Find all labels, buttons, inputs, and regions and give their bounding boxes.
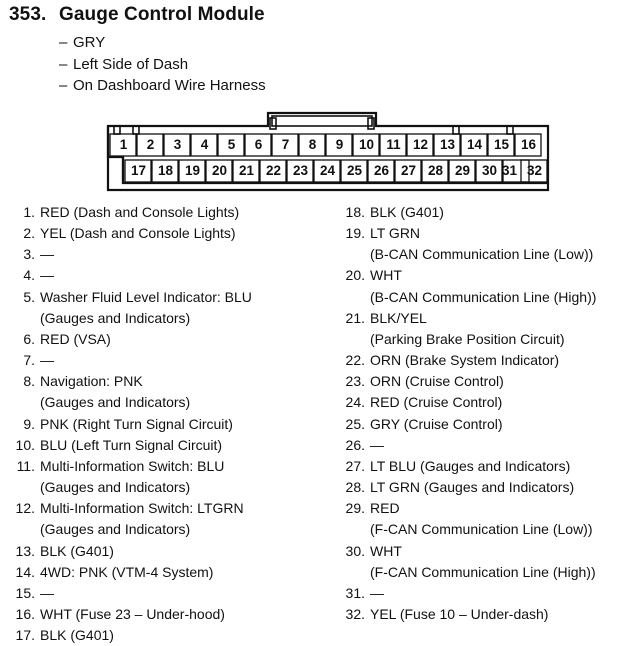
pin-description-line: ORN (Cruise Control) (370, 373, 504, 390)
pin-description (370, 371, 504, 392)
pin-number: 13. (15, 542, 35, 559)
pin-entry (10, 329, 252, 350)
detail-location: Left Side of Dash (73, 55, 189, 73)
pin-description-line: WHT (370, 267, 402, 284)
pin-description-line: — (40, 246, 54, 263)
pin-description (370, 202, 444, 223)
pin-description (370, 477, 574, 498)
pin-list-right (337, 202, 596, 625)
pin-description (40, 414, 233, 435)
detail-color: GRY (73, 34, 106, 51)
pin-number: 3. (23, 246, 35, 263)
pin-number: 11. (16, 457, 35, 474)
pin-number: 1. (23, 204, 35, 220)
pin-description (370, 604, 548, 625)
pin-number: 19. (345, 225, 365, 242)
pin-description-line: (B-CAN Communication Line (Low)) (370, 246, 594, 263)
pin-18: 18 (157, 163, 174, 178)
pin-entry (10, 541, 252, 562)
pin-number: 26. (345, 436, 365, 453)
pin-entry (10, 223, 252, 244)
pin-entry (337, 223, 596, 265)
pin-description (370, 308, 565, 350)
pin-description (40, 265, 54, 286)
pin-28: 28 (427, 163, 444, 178)
pin-number: 22. (345, 352, 365, 369)
pin-number: 9. (23, 415, 35, 432)
pin-description-line: (Gauges and Indicators) (40, 521, 191, 538)
pin-description (40, 562, 213, 583)
pin-number: 2. (23, 225, 35, 242)
pin-number: 29. (345, 500, 365, 517)
pin-entry (10, 604, 252, 625)
pin-number: 8. (23, 373, 35, 390)
pin-31: 31 (501, 163, 518, 178)
pin-number: 30. (345, 542, 365, 559)
detail-dash: – (59, 55, 68, 73)
pin-description-line: (B-CAN Communication Line (High)) (370, 288, 597, 305)
pin-entry (337, 541, 596, 583)
pin-30: 30 (481, 163, 498, 178)
pin-number: 21. (345, 309, 365, 326)
pin-number: 16. (15, 605, 35, 622)
pin-description-line: — (40, 352, 54, 369)
pin-description-line: RED (VSA) (40, 330, 111, 347)
pin-description-line: BLU (Left Turn Signal Circuit) (40, 436, 223, 453)
pin-entry (10, 202, 252, 223)
pin-23: 23 (292, 163, 309, 178)
pin-description (40, 223, 236, 244)
pin-description-line: Washer Fluid Level Indicator: BLU (40, 288, 252, 305)
pin-24: 24 (319, 163, 336, 178)
pin-22: 22 (265, 163, 282, 178)
pin-entry (10, 265, 252, 286)
pin-description (40, 604, 225, 625)
pin-number: 12. (15, 500, 35, 517)
pin-description (40, 329, 111, 350)
pin-entry (337, 435, 596, 456)
pin-entry (337, 308, 596, 350)
pin-description-line: (Gauges and Indicators) (40, 309, 191, 326)
pin-description-line: Multi-Information Switch: BLU (40, 457, 225, 474)
pin-4: 4 (200, 137, 209, 152)
pin-description (40, 202, 239, 223)
pin-description-line: (Gauges and Indicators) (40, 479, 191, 496)
pin-32: 32 (526, 163, 543, 178)
pin-entry (337, 583, 596, 604)
pin-entry (10, 562, 252, 583)
pin-number: 7. (23, 352, 35, 369)
pin-description-line: PNK (Right Turn Signal Circuit) (40, 415, 233, 432)
pin-entry (337, 371, 596, 392)
pin-description-line: ORN (Brake System Indicator) (370, 352, 560, 369)
pin-6: 6 (254, 137, 263, 152)
pin-description-line: GRY (Cruise Control) (370, 415, 503, 432)
pin-number: 24. (345, 394, 365, 411)
pin-description-line: LT GRN (Gauges and Indicators) (370, 479, 575, 496)
pin-description (370, 265, 596, 307)
pin-description (370, 392, 502, 413)
detail-dash: – (59, 77, 68, 94)
pin-number: 27. (345, 457, 365, 474)
pin-description-line: BLK (G401) (40, 542, 114, 559)
title-text: Gauge Control Module (59, 4, 265, 25)
pin-entry (10, 287, 252, 329)
pin-number: 17. (15, 627, 35, 644)
pin-5: 5 (227, 137, 236, 152)
pin-description-line: Multi-Information Switch: LTGRN (40, 500, 244, 517)
pin-number: 32. (345, 605, 365, 622)
pin-number: 18. (345, 204, 365, 220)
pin-description-line: WHT (Fuse 23 – Under-hood) (40, 605, 225, 622)
pin-3: 3 (173, 137, 182, 152)
pin-21: 21 (238, 163, 255, 178)
pin-description (40, 498, 244, 540)
pin-25: 25 (346, 163, 363, 178)
pin-description (40, 625, 114, 646)
pin-number: 5. (23, 288, 35, 305)
pin-description (40, 244, 54, 265)
pin-2: 2 (146, 137, 155, 152)
pin-number: 15. (15, 584, 35, 601)
pin-entry (337, 392, 596, 413)
pin-description (40, 435, 222, 456)
pin-description-line: RED (370, 500, 400, 517)
detail-harness: On Dashboard Wire Harness (73, 77, 266, 94)
pin-description-line: (Parking Brake Position Circuit) (370, 330, 565, 347)
pin-description-line: (F-CAN Communication Line (High)) (370, 563, 596, 580)
pin-26: 26 (373, 163, 390, 178)
pin-16: 16 (520, 137, 537, 152)
pin-entry (337, 350, 596, 371)
pin-description-line: (Gauges and Indicators) (40, 394, 191, 411)
pin-number: 20. (345, 267, 365, 284)
pin-list-left (10, 202, 252, 646)
pin-entry (10, 371, 252, 413)
pin-description (40, 541, 114, 562)
pin-11: 11 (386, 137, 401, 152)
pin-entry (337, 456, 596, 477)
pin-8: 8 (308, 137, 317, 152)
pin-entry (10, 435, 252, 456)
pin-13: 13 (439, 137, 456, 152)
pin-description-line: WHT (370, 542, 402, 559)
pin-17: 17 (130, 163, 147, 178)
pin-entry (10, 350, 252, 371)
pin-description (370, 435, 384, 456)
pin-entry (10, 414, 252, 435)
pin-entry (337, 477, 596, 498)
pin-description-line: — (370, 436, 384, 453)
pin-description-line: RED (Dash and Console Lights) (40, 204, 240, 220)
pin-description (370, 223, 593, 265)
pin-20: 20 (211, 163, 228, 178)
pin-number: 28. (345, 479, 365, 496)
title-number: 353. (9, 4, 47, 25)
pin-19: 19 (184, 163, 201, 178)
connector-diagram (0, 0, 630, 200)
pin-1: 1 (119, 137, 128, 152)
pin-description (40, 350, 54, 371)
pin-9: 9 (335, 137, 344, 152)
pin-description-line: RED (Cruise Control) (370, 394, 503, 411)
pin-entry (337, 498, 596, 540)
pin-number: 10. (15, 436, 35, 453)
pin-description (40, 287, 252, 329)
pin-description (370, 456, 570, 477)
pin-number: 6. (23, 330, 35, 347)
pin-7: 7 (281, 137, 290, 152)
pin-entry (10, 583, 252, 604)
pin-description-line: BLK/YEL (370, 309, 427, 326)
pin-entry (10, 498, 252, 540)
pin-entry (10, 244, 252, 265)
pin-description (40, 583, 54, 604)
pin-description-line: YEL (Dash and Console Lights) (40, 225, 236, 242)
pin-description-line: YEL (Fuse 10 – Under-dash) (370, 605, 549, 622)
pin-10: 10 (358, 137, 375, 152)
pin-entry (337, 265, 596, 307)
pin-description-line: — (40, 584, 54, 601)
pin-description-line: — (370, 584, 384, 601)
pin-description-line: BLK (G401) (40, 627, 114, 644)
pin-description (370, 498, 593, 540)
pin-number: 14. (15, 563, 35, 580)
pin-entry (337, 414, 596, 435)
pin-29: 29 (454, 163, 471, 178)
pin-description-line: — (40, 267, 54, 284)
pin-description-line: LT BLU (Gauges and Indicators) (370, 457, 571, 474)
pin-number: 23. (345, 373, 365, 390)
pin-description-line: 4WD: PNK (VTM-4 System) (40, 563, 214, 580)
pin-entry (337, 202, 596, 223)
pin-entry (10, 456, 252, 498)
pin-description-line: LT GRN (370, 225, 421, 242)
pin-12: 12 (412, 137, 429, 152)
pin-description (40, 371, 190, 413)
pin-number: 4. (23, 267, 35, 284)
pin-entry (337, 604, 596, 625)
pin-15: 15 (493, 137, 510, 152)
pin-description-line: BLK (G401) (370, 204, 444, 220)
pin-description (370, 414, 503, 435)
detail-dash: – (59, 34, 68, 51)
pin-description (40, 456, 224, 498)
pin-number: 31. (345, 584, 365, 601)
pin-description (370, 350, 559, 371)
pin-description (370, 583, 384, 604)
pin-description-line: (F-CAN Communication Line (Low)) (370, 521, 593, 538)
pin-number: 25. (345, 415, 365, 432)
pin-14: 14 (466, 137, 483, 152)
pin-entry (10, 625, 252, 646)
pin-description (370, 541, 596, 583)
pin-description-line: Navigation: PNK (40, 373, 143, 390)
pin-27: 27 (400, 163, 417, 178)
